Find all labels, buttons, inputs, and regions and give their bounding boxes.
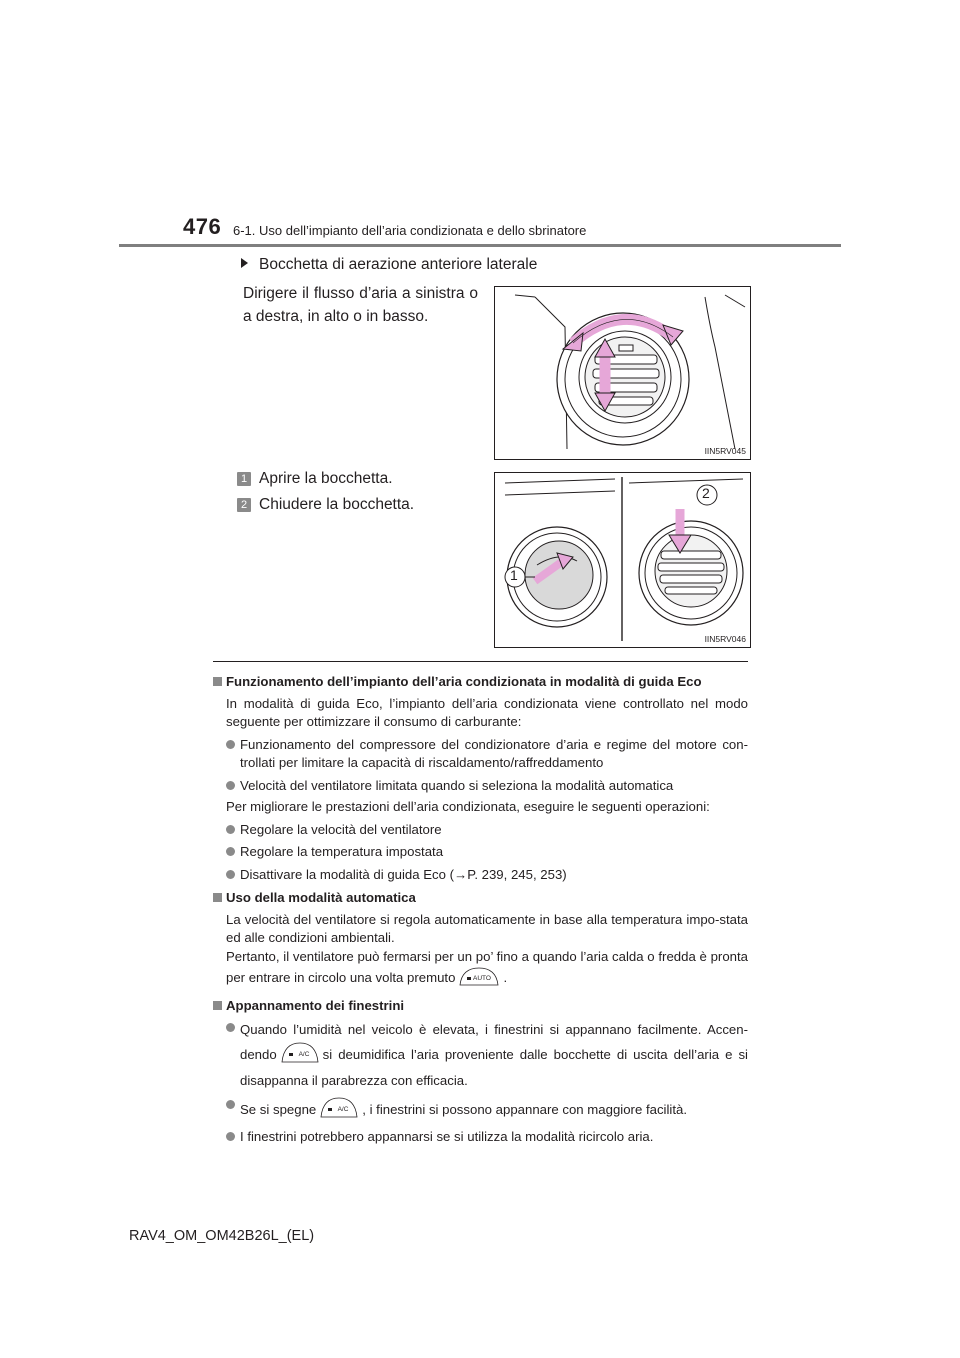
figure-side-vent-direction bbox=[494, 286, 751, 460]
section-title-text: Bocchetta di aerazione anteriore laterale bbox=[259, 256, 538, 273]
list-item-text: , i finestrini si possono appannare con maggiore facilità. bbox=[362, 1102, 687, 1117]
list-item-text: Velocità del ventilatore limitata quando si seleziona la modalità automatica bbox=[240, 777, 674, 793]
vent-open-close-illustration bbox=[495, 473, 750, 647]
circle-bullet-icon bbox=[226, 740, 235, 749]
note-heading-text: Uso della modalità automatica bbox=[226, 890, 416, 905]
list-item-text: Funzionamento del compressore del condizionatore d’aria e regime del motore con-trollati per limitare la capacità di riscaldamento/raffreddamento bbox=[240, 736, 748, 770]
footer-doc-code: RAV4_OM_OM42B26L_(EL) bbox=[129, 1228, 315, 1244]
list-item bbox=[213, 843, 748, 862]
header-rule bbox=[119, 244, 841, 247]
figure-code: IIN5RV045 bbox=[704, 446, 746, 456]
note-auto-text-2-body: Pertanto, il ventilatore può fermarsi per un po’ fino a quando l’aria calda o fredda è pronta per entrare in circolo una volta premuto bbox=[226, 948, 748, 985]
circle-bullet-icon bbox=[226, 1132, 235, 1141]
circle-bullet-icon bbox=[226, 825, 235, 834]
section-description: Dirigere il flusso d’aria a sinistra o a destra, in alto o in basso. bbox=[243, 285, 478, 325]
triangle-bullet-icon bbox=[241, 258, 248, 268]
section-title bbox=[241, 256, 537, 274]
svg-text:A/C: A/C bbox=[337, 1106, 349, 1113]
list-item bbox=[213, 1096, 748, 1124]
notes-divider bbox=[213, 661, 748, 662]
note-heading-eco bbox=[213, 673, 748, 692]
list-item-text: Regolare la temperatura impostata bbox=[240, 844, 444, 859]
list-item-text: Se si spegne bbox=[240, 1102, 317, 1117]
note-heading-fog bbox=[213, 997, 748, 1016]
note-auto-text-1: La velocità del ventilatore si regola automaticamente in base alla temperatura impo-stata ed alle condizioni ambientali. bbox=[226, 911, 748, 945]
svg-text:A/C: A/C bbox=[298, 1051, 310, 1058]
list-item bbox=[213, 866, 748, 885]
list-item-text: si deumidifica l’aria proveniente dalle bocchette di uscita dell’aria e si disappanna il parabrezza con efficacia. bbox=[240, 1047, 748, 1088]
note-heading-auto bbox=[213, 889, 748, 908]
list-item bbox=[213, 1019, 748, 1092]
step-number: 2 bbox=[237, 498, 251, 512]
ac-button-icon bbox=[319, 1096, 359, 1124]
list-item bbox=[213, 821, 748, 840]
square-bullet-icon bbox=[213, 677, 222, 686]
page-number: 476 bbox=[183, 214, 222, 239]
note-auto-text-2-end: . bbox=[503, 970, 508, 985]
circle-bullet-icon bbox=[226, 781, 235, 790]
square-bullet-icon bbox=[213, 1001, 222, 1010]
figure-code: IIN5RV046 bbox=[704, 634, 746, 644]
list-item bbox=[213, 1128, 748, 1147]
note-heading-text: Funzionamento dell’impianto dell’aria condizionata in modalità di guida Eco bbox=[226, 674, 702, 689]
circle-bullet-icon bbox=[226, 1023, 235, 1032]
svg-text:AUTO: AUTO bbox=[473, 975, 492, 982]
side-vent-illustration bbox=[495, 287, 750, 459]
note-heading-text: Appannamento dei finestrini bbox=[226, 997, 405, 1013]
step-text: Chiudere la bocchetta. bbox=[259, 496, 415, 513]
notes-section bbox=[213, 668, 748, 1146]
running-head: 6-1. Uso dell’impianto dell’aria condizionata e dello sbrinatore bbox=[233, 223, 587, 238]
list-item bbox=[213, 777, 748, 796]
list-item-text: Disattivare la modalità di guida Eco (→P. 239, 245, 253) bbox=[240, 866, 567, 882]
note-eco-improve: Per migliorare le prestazioni dell’aria condizionata, eseguire le seguenti operazioni: bbox=[226, 799, 710, 814]
note-auto-text-2 bbox=[213, 948, 748, 992]
list-item-text: Regolare la velocità del ventilatore bbox=[240, 821, 442, 837]
step-number: 1 bbox=[237, 472, 251, 486]
circle-bullet-icon bbox=[226, 847, 235, 856]
figure-vent-open-close bbox=[494, 472, 751, 648]
callout-1: 1 bbox=[510, 567, 518, 583]
note-eco-intro: In modalità di guida Eco, l’impianto dell’aria condizionata viene controllato nel modo seguente per ottimizzare il consumo di carburante: bbox=[226, 695, 748, 729]
list-item-text: Quando l’umidità nel veicolo è elevata, i finestrini si appannano facilmente. Accen-dendo bbox=[240, 1022, 748, 1062]
list-item-text: I finestrini potrebbero appannarsi se si utilizza la modalità ricircolo aria. bbox=[240, 1128, 654, 1144]
step-1 bbox=[237, 470, 393, 488]
circle-bullet-icon bbox=[226, 870, 235, 879]
step-2 bbox=[237, 496, 414, 514]
circle-bullet-icon bbox=[226, 1100, 235, 1109]
step-text: Aprire la bocchetta. bbox=[259, 470, 393, 487]
square-bullet-icon bbox=[213, 893, 222, 902]
ac-button-icon bbox=[280, 1041, 320, 1070]
callout-2: 2 bbox=[702, 485, 710, 501]
auto-button-icon bbox=[458, 966, 500, 992]
list-item bbox=[213, 736, 748, 773]
